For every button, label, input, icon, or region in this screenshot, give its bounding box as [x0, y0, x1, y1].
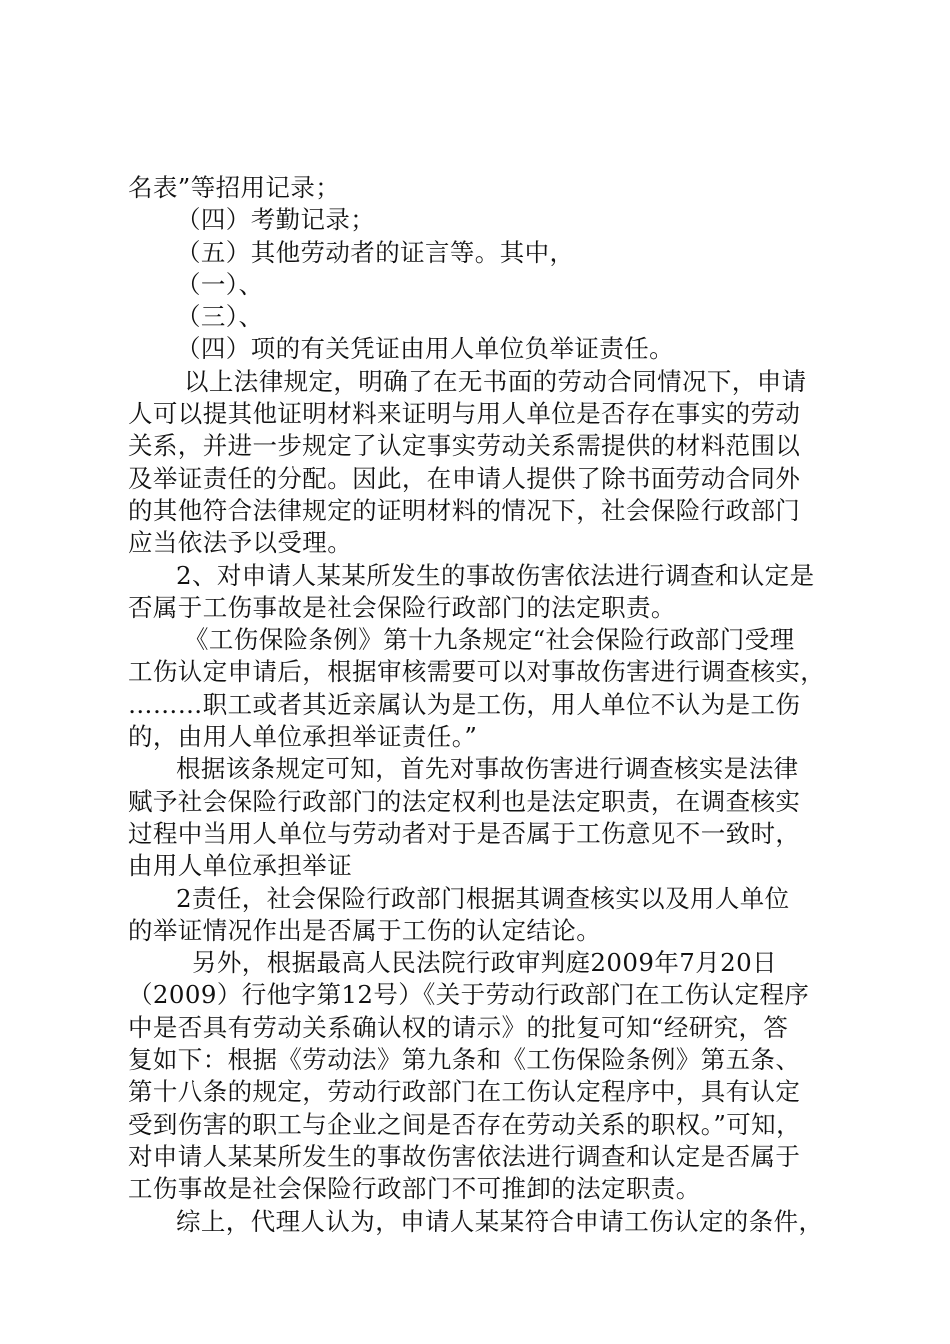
text-line: 的举证情况作出是否属于工伤的认定结论。: [128, 915, 602, 945]
text-line: 根据该条规定可知，首先对事故伤害进行调查核实是法律: [176, 754, 799, 784]
text-line: （四）项的有关凭证由用人单位负举证责任。: [176, 334, 674, 364]
text-line: 的其他符合法律规定的证明材料的情况下，社会保险行政部门: [128, 495, 801, 525]
text-line: 综上，代理人认为，申请人某某符合申请工伤认定的条件，: [176, 1206, 824, 1236]
text-line: 人可以提其他证明材料来证明与用人单位是否存在事实的劳动: [128, 399, 801, 429]
text-line: 受到伤害的职工与企业之间是否存在劳动关系的职权。”可知，: [128, 1109, 801, 1139]
text-line: 的，由用人单位承担举证责任。”: [128, 722, 478, 752]
text-line: 赋予社会保险行政部门的法定权利也是法定职责，在调查核实: [128, 786, 801, 816]
text-line: 名表”等招用记录；: [128, 173, 341, 202]
text-line: 由用人单位承担举证: [128, 851, 353, 881]
text-line: 《工伤保险条例》第十九条规定“社会保险行政部门受理: [184, 625, 795, 655]
text-line: （一）、: [176, 269, 264, 299]
text-line: ………职工或者其近亲属认为是工伤，用人单位不认为是工伤: [128, 689, 801, 719]
text-line: 第十八条的规定，劳动行政部门在工伤认定程序中，具有认定: [128, 1077, 801, 1107]
text-line: （2009）行他字第12号）《关于劳动行政部门在工伤认定程序: [128, 980, 810, 1010]
text-line: 以上法律规定，明确了在无书面的劳动合同情况下，申请: [184, 366, 807, 396]
text-line: 2、对申请人某某所发生的事故伤害依法进行调查和认定是: [176, 560, 815, 590]
text-line: 2责任，社会保险行政部门根据其调查核实以及用人单位: [176, 883, 790, 913]
text-line: 关系，并进一步规定了认定事实劳动关系需提供的材料范围以: [128, 431, 801, 461]
text-line: （五）其他劳动者的证言等。其中，: [176, 237, 575, 267]
text-line: 否属于工伤事故是社会保险行政部门的法定职责。: [128, 592, 676, 622]
text-line: 应当依法予以受理。: [128, 528, 353, 558]
text-line: 过程中当用人单位与劳动者对于是否属于工伤意见不一致时，: [128, 818, 801, 848]
text-line: 中是否具有劳动关系确认权的请示》的批复可知“经研究，答: [128, 1012, 789, 1042]
text-line: （四）考勤记录；: [176, 205, 376, 235]
text-line: 另外，根据最高人民法院行政审判庭2009年7月20日: [192, 948, 778, 978]
document-body: [128, 172, 834, 1238]
text-line: （三）、: [176, 302, 264, 332]
text-line: 工伤事故是社会保险行政部门不可推卸的法定职责。: [128, 1174, 701, 1204]
text-line: 复如下：根据《劳动法》第九条和《工伤保险条例》第五条、: [128, 1045, 801, 1075]
text-line: 工伤认定申请后，根据审核需要可以对事故伤害进行调查核实，: [128, 657, 826, 687]
text-line: 对申请人某某所发生的事故伤害依法进行调查和认定是否属于: [128, 1141, 801, 1171]
text-line: 及举证责任的分配。因此，在申请人提供了除书面劳动合同外: [128, 463, 801, 493]
